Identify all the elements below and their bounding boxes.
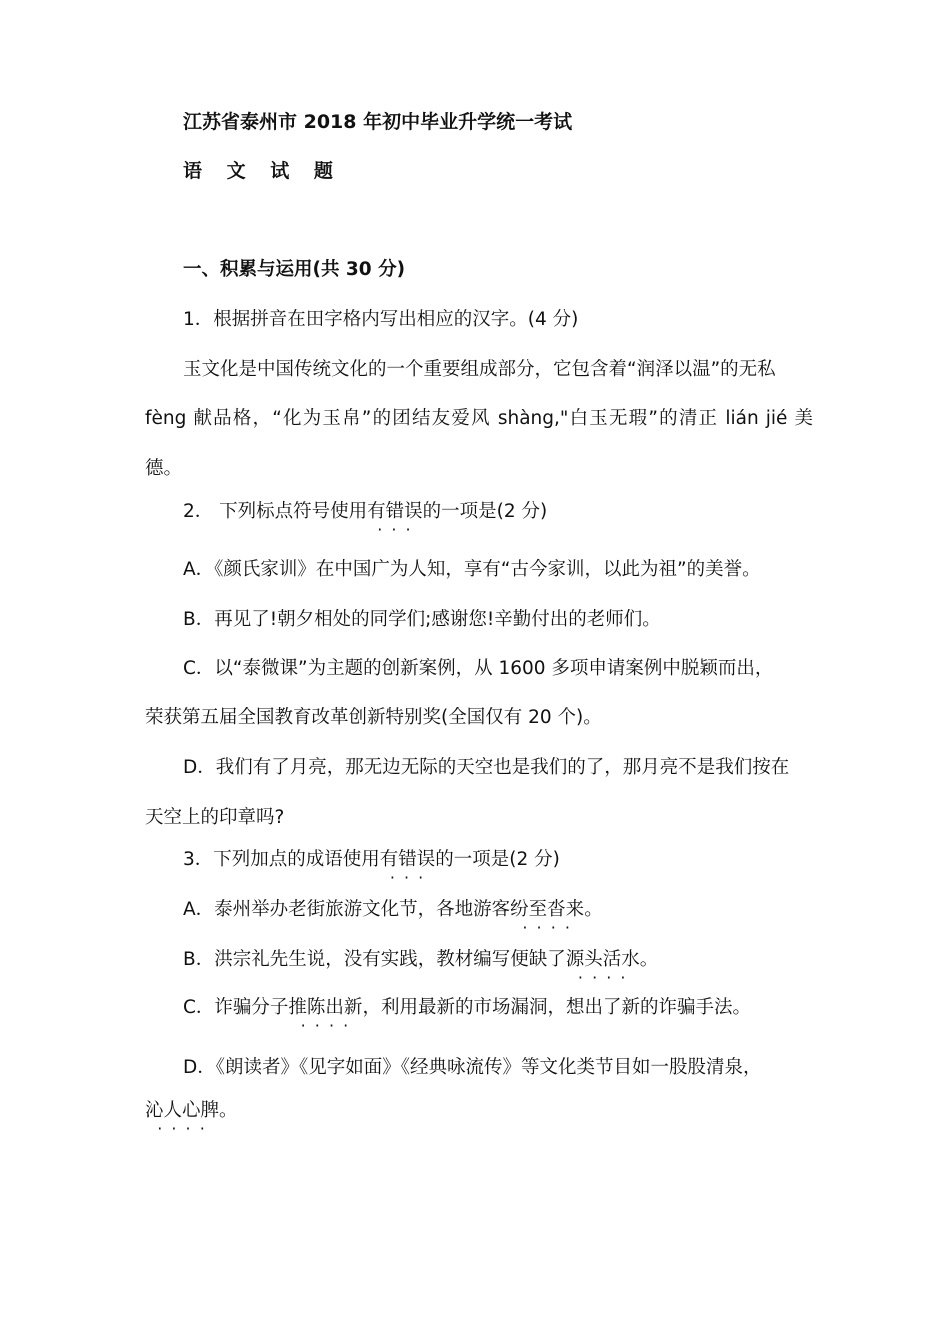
- question-1-passage-line: fèng 献品格，“化为玉帛”的团结友爱风 shàng,"白玉无瑕”的清正 lián jié 美: [145, 408, 813, 429]
- exam-subtitle: 语 文 试 题: [183, 160, 342, 182]
- question-1-passage-line: 玉文化是中国传统文化的一个重要组成部分，它包含着“润泽以温”的无私: [183, 359, 776, 380]
- emphasized-idiom: 纷至沓来 · · · ·: [510, 899, 584, 920]
- stem-text: 3．下列加点的成语使用: [183, 849, 380, 870]
- question-3-option-b: [183, 946, 813, 974]
- option-text: 。: [639, 949, 659, 970]
- question-2-option-a: A．《颜氏家训》在中国广为人知，享有“古今家训，以此为祖”的美誉。: [183, 559, 761, 580]
- question-2-option-b: B．再见了!朝夕相处的同学们;感谢您!辛勤付出的老师们。: [183, 609, 661, 630]
- question-2-option-d: D．我们有了月亮，那无边无际的天空也是我们的了，那月亮不是我们按在: [183, 757, 790, 778]
- option-text: 。: [219, 1100, 238, 1121]
- option-text: B．洪宗礼先生说，没有实践，教材编写便缺了: [183, 949, 566, 970]
- question-3-stem: [183, 846, 813, 874]
- question-3-option-d: D．《朗读者》《见字如面》《经典咏流传》等文化类节目如一股股清泉，: [183, 1057, 762, 1078]
- option-text: ，利用最新的市场漏洞，想出了新的诈骗手法。: [362, 997, 751, 1018]
- section-heading: 一、积累与运用(共 30 分): [183, 259, 406, 280]
- option-text: 。: [584, 899, 603, 920]
- question-2-option-c-cont: 荣获第五届全国教育改革创新特别奖(全国仅有 20 个)。: [145, 707, 602, 728]
- emphasized-text: 有错误 · · ·: [380, 849, 436, 870]
- emphasized-idiom: 推陈出新 · · · ·: [288, 997, 362, 1018]
- exam-title: 江苏省泰州市 2018 年初中毕业升学统一考试: [183, 111, 573, 133]
- emphasized-idiom: 源头活水 · · · ·: [566, 949, 640, 970]
- stem-text: 的一项是(2 分): [435, 849, 560, 870]
- question-3-option-d-cont: [145, 1097, 813, 1125]
- question-1-stem: 1．根据拼音在田字格内写出相应的汉字。(4 分): [183, 309, 579, 330]
- question-3-option-c: [183, 994, 813, 1022]
- question-2-option-c: C．以“泰微课”为主题的创新案例，从 1600 多项申请案例中脱颖而出，: [183, 658, 774, 679]
- stem-text: 2． 下列标点符号使用: [183, 501, 368, 522]
- stem-text: 的一项是(2 分): [422, 501, 548, 522]
- emphasized-text: 有错误 · · ·: [367, 501, 423, 522]
- question-2-stem: [183, 498, 813, 526]
- question-2-option-d-cont: 天空上的印章吗?: [145, 807, 285, 828]
- option-text: C．诈骗分子: [183, 997, 289, 1018]
- question-1-passage-line: 德。: [145, 458, 183, 479]
- option-text: A．泰州举办老街旅游文化节，各地游客: [183, 899, 511, 920]
- emphasized-idiom: 沁人心脾 · · · ·: [145, 1100, 219, 1121]
- question-3-option-a: [183, 896, 813, 924]
